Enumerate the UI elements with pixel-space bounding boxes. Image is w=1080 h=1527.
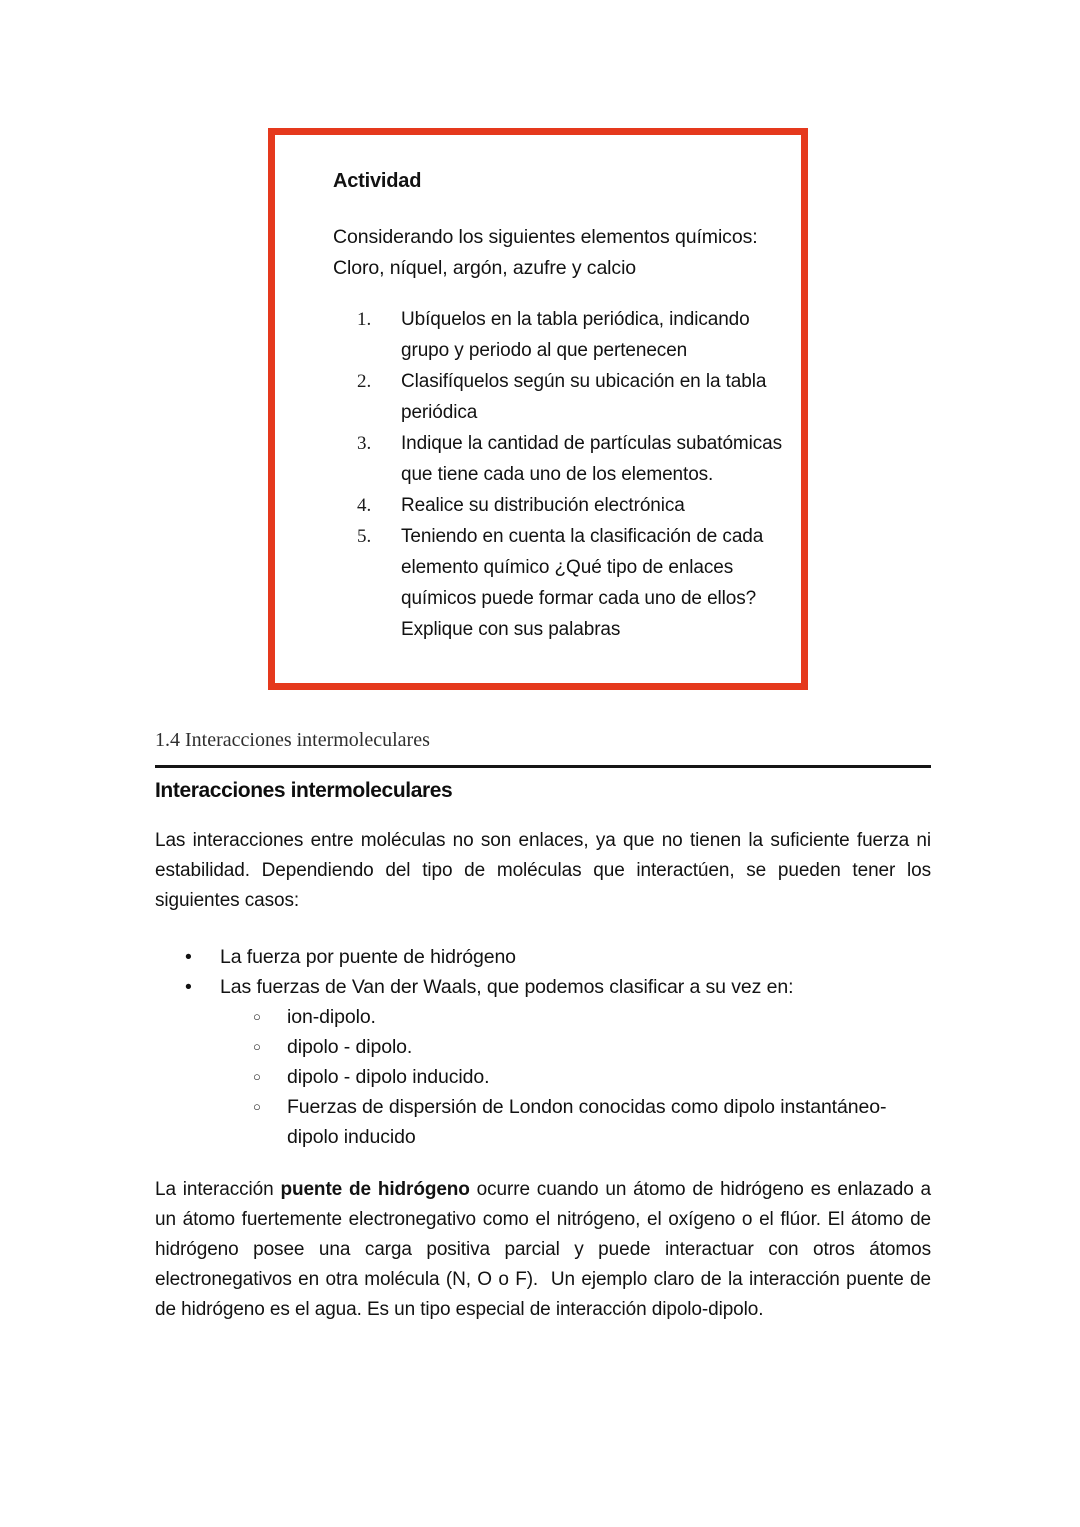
- activity-intro: [333, 222, 791, 284]
- section-number-heading: 1.4 Interacciones intermoleculares: [155, 729, 430, 751]
- list-number: 4.: [357, 495, 372, 516]
- activity-box: [268, 128, 808, 690]
- paragraph-hydrogen-bond: [155, 1175, 931, 1325]
- section-heading: Interacciones intermoleculares: [155, 779, 453, 802]
- sub-bullet-text: Fuerzas de dispersión de London conocidas como dipolo instantáneo-dipolo inducido: [287, 1096, 887, 1148]
- list-item-text: Ubíquelos en la tabla periódica, indicando grupo y periodo al que pertenecen: [401, 309, 750, 361]
- circle-bullet-icon: ○: [253, 1039, 261, 1054]
- list-item-text: Indique la cantidad de partículas subatómicas que tiene cada uno de los elementos.: [401, 433, 783, 485]
- sub-bullet-text: dipolo - dipolo inducido.: [287, 1066, 490, 1088]
- list-item-text: Realice su distribución electrónica: [401, 495, 685, 516]
- hydrogen-bond-bold-term: puente de hidrógeno: [280, 1179, 470, 1200]
- bullet-item: [155, 942, 931, 972]
- bullet-text: La fuerza por puente de hidrógeno: [220, 946, 516, 968]
- activity-intro-line1: Considerando los siguientes elementos químicos:: [333, 226, 758, 248]
- sub-bullet-item: [155, 1032, 931, 1062]
- paragraph-intermolecular: Las interacciones entre moléculas no son enlaces, ya que no tienen la suficiente fuerza ni estabilidad. Dependiendo del tipo de moléculas que interactúen, se pueden tener los siguientes casos:: [155, 830, 931, 911]
- bullet-icon: •: [185, 946, 192, 968]
- circle-bullet-icon: ○: [253, 1099, 261, 1114]
- activity-list-item: [357, 304, 791, 366]
- sub-bullet-text: dipolo - dipolo.: [287, 1036, 413, 1058]
- list-item-text: Teniendo en cuenta la clasificación de cada elemento químico ¿Qué tipo de enlaces químicos puede formar cada uno de ellos? Explique con sus palabras: [401, 526, 764, 640]
- activity-list-item: [357, 521, 791, 645]
- list-number: 1.: [357, 309, 372, 330]
- bullet-text: Las fuerzas de Van der Waals, que podemos clasificar a su vez en:: [220, 976, 794, 998]
- list-number: 2.: [357, 371, 372, 392]
- horizontal-rule: [155, 765, 931, 768]
- activity-title: Actividad: [333, 170, 422, 192]
- list-number: 3.: [357, 433, 372, 454]
- sub-bullet-item: [155, 1062, 931, 1092]
- sub-bullet-item: [155, 1002, 931, 1032]
- paragraph-text-pre: La interacción: [155, 1179, 281, 1200]
- activity-intro-line2: Cloro, níquel, argón, azufre y calcio: [333, 257, 637, 279]
- activity-list-item: [357, 366, 791, 428]
- list-number: 5.: [357, 526, 372, 547]
- section-content: [155, 729, 931, 1325]
- circle-bullet-icon: ○: [253, 1009, 261, 1024]
- sub-bullet-text: ion-dipolo.: [287, 1006, 376, 1028]
- activity-numbered-list: [357, 304, 791, 645]
- forces-bullet-list: [155, 942, 931, 1152]
- list-item-text: Clasifíquelos según su ubicación en la tabla periódica: [401, 371, 767, 423]
- circle-bullet-icon: ○: [253, 1069, 261, 1084]
- activity-list-item: [357, 428, 791, 490]
- bullet-item: [155, 972, 931, 1002]
- sub-bullet-item: [155, 1092, 931, 1152]
- paragraph-text-post: ocurre cuando un átomo de hidrógeno es enlazado a un átomo fuertemente electronegativo como el nitrógeno, el oxígeno o el flúor. El átomo de hidrógeno posee una carga positiva parcial y puede interactuar con otros átomos electronegativos en otra molécula (N, O o F). Un ejemplo claro de la interacción puente de de hidrógeno es el agua. Es un tipo especial de interacción dipolo-dipolo.: [155, 1179, 932, 1320]
- activity-list-item: [357, 490, 791, 521]
- bullet-icon: •: [185, 976, 192, 998]
